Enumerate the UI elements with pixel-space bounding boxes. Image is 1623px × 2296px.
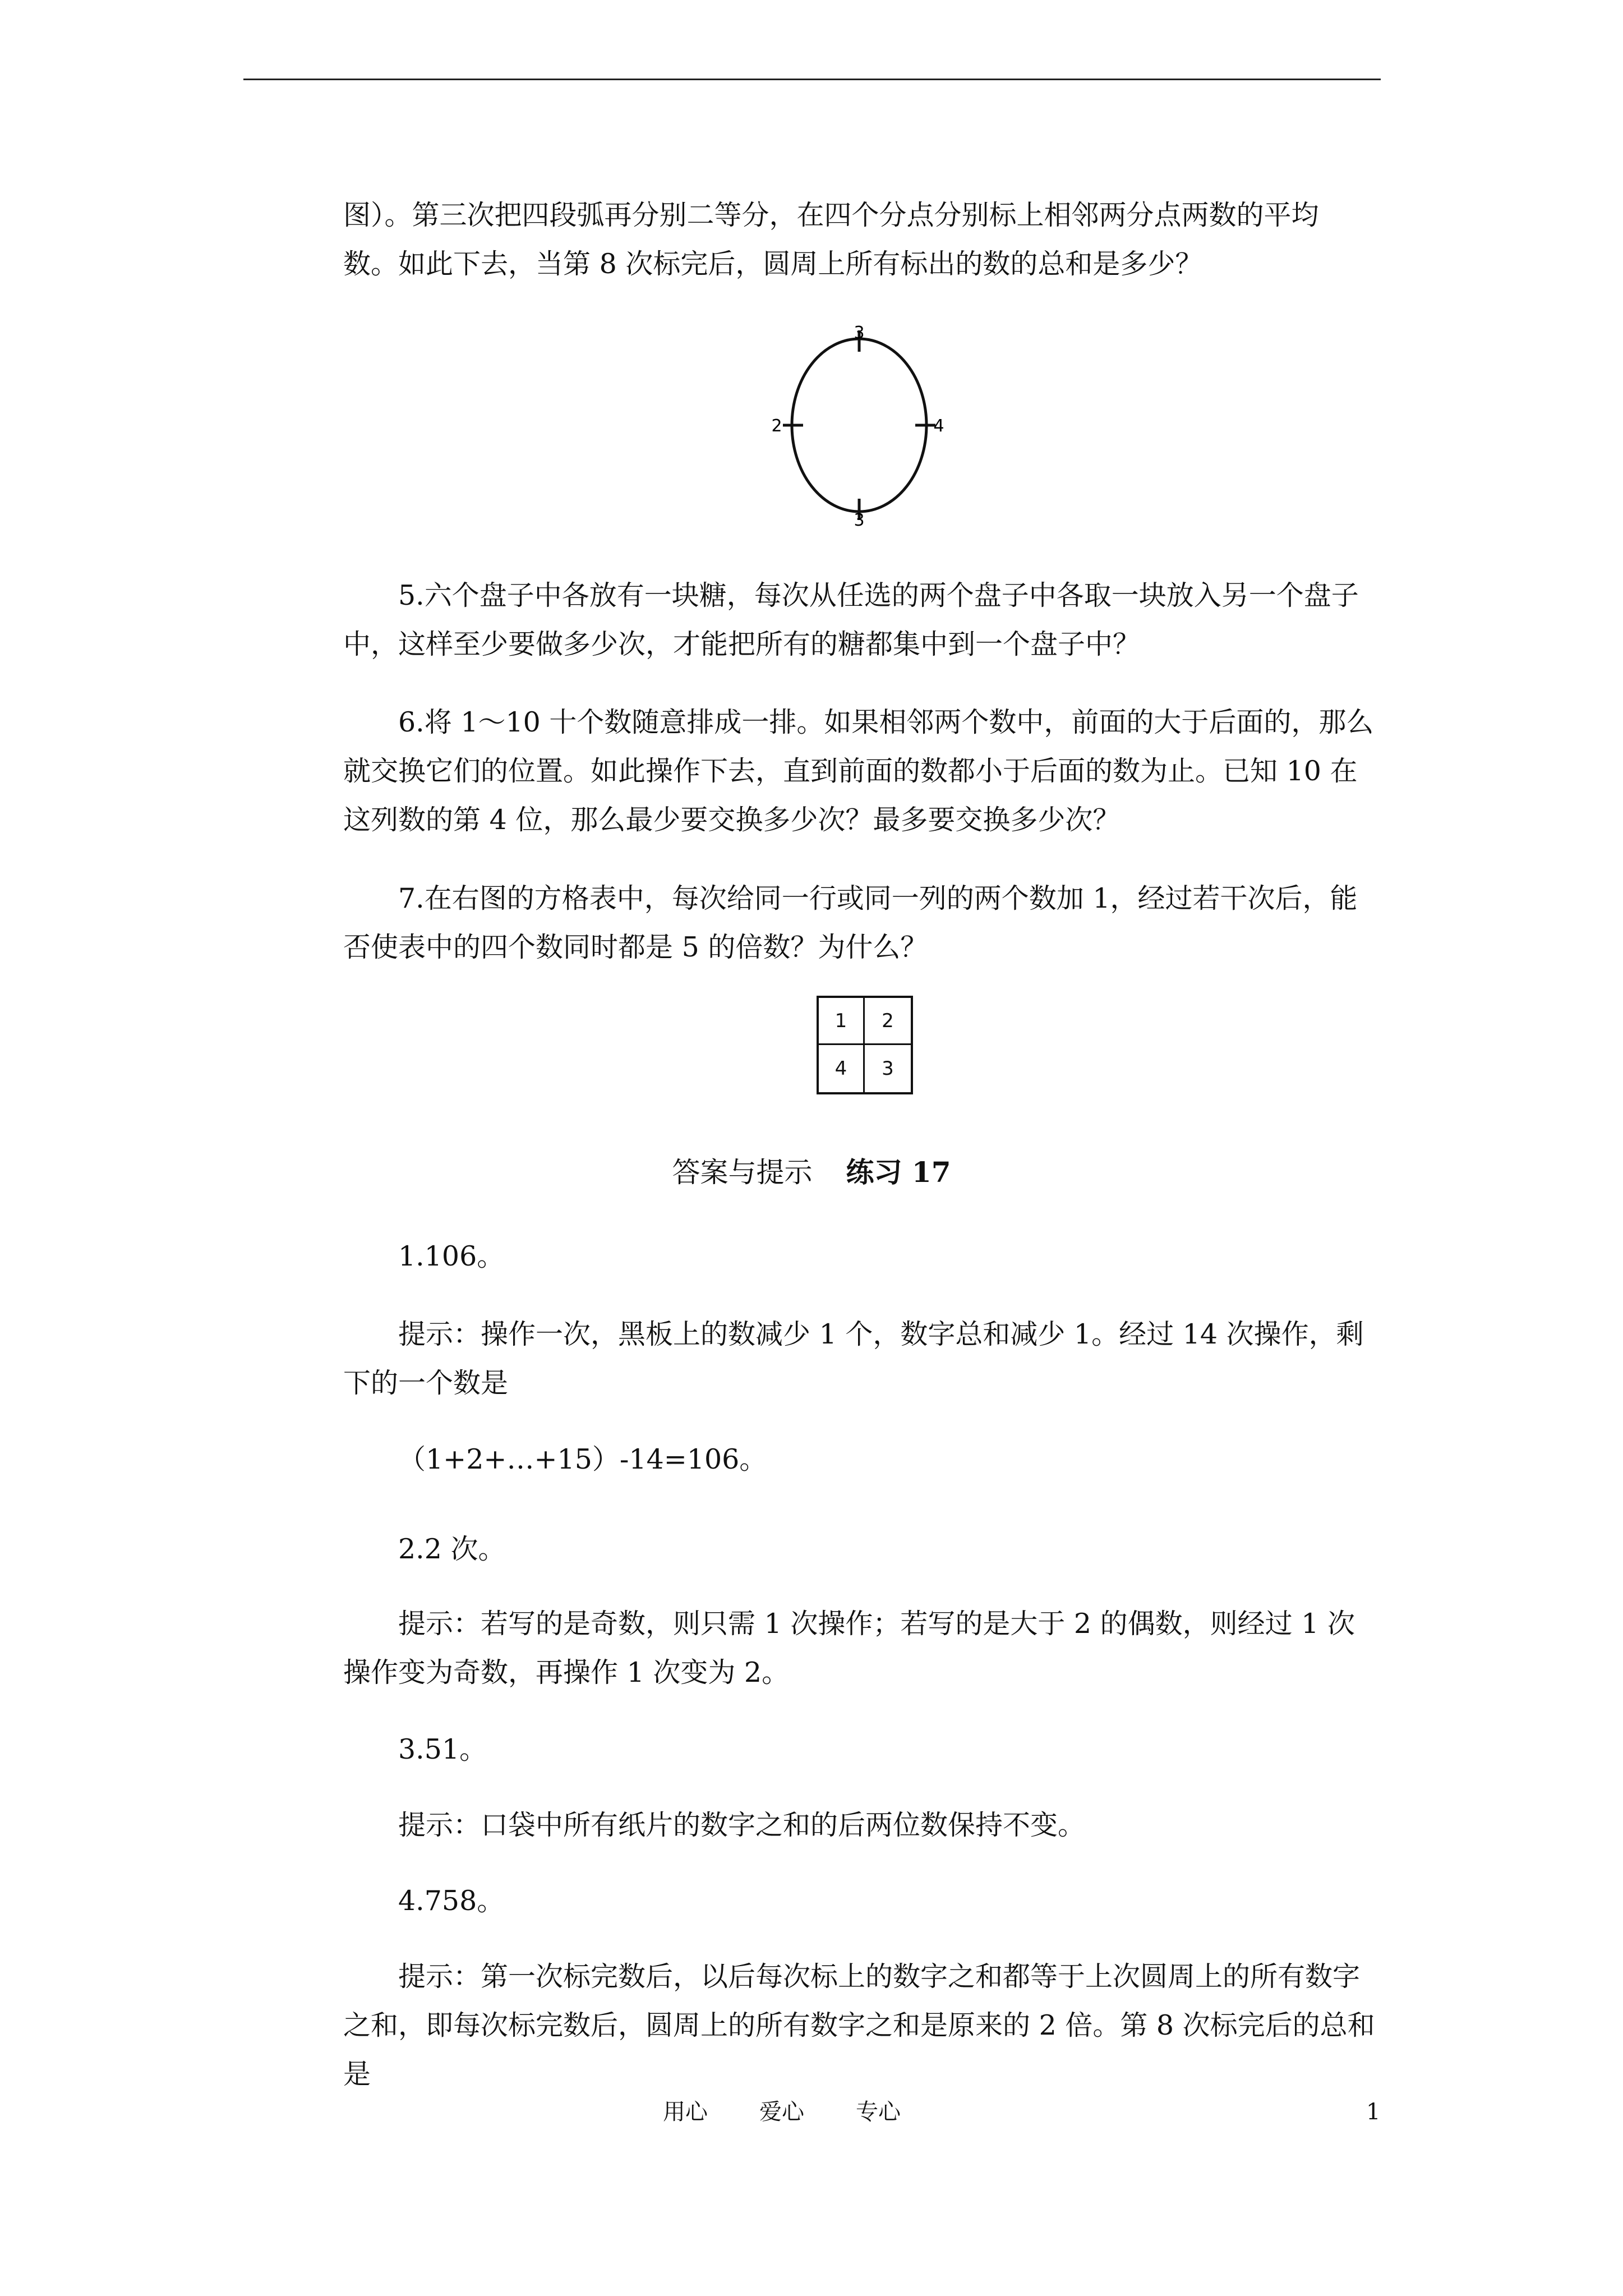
answer-1-formula: （1+2+…+15）-14=106。 [398, 1443, 767, 1475]
answers-heading-bold: 练习 17 [846, 1156, 951, 1189]
answers-heading-text: 答案与提示 [672, 1156, 813, 1189]
footer-item: 爱心 [759, 2099, 804, 2125]
label-top: 3 [854, 323, 865, 343]
answer-4-hint: 提示：第一次标完数后，以后每次标上的数字之和都等于上次圆周上的所有数字之和，即每次标完数后，圆周上的所有数字之和是原来的 2 倍。第 8 次标完后的总和是 [343, 1961, 1375, 2090]
page-number: 1 [1366, 2099, 1381, 2125]
grid-cell: 2 [865, 998, 911, 1045]
label-left: 2 [771, 416, 782, 436]
footer-item: 专心 [856, 2099, 901, 2125]
label-bottom: 3 [854, 510, 865, 530]
number-grid [817, 996, 913, 1094]
circle-shape [792, 339, 926, 512]
answers-heading [0, 1150, 1623, 1195]
grid-cell: 4 [819, 1045, 865, 1092]
problem-5: 5.六个盘子中各放有一块糖，每次从任选的两个盘子中各取一块放入另一个盘子中，这样至少要做多少次，才能把所有的糖都集中到一个盘子中？ [343, 579, 1359, 660]
grid-cell: 1 [819, 998, 865, 1045]
footer-item: 用心 [663, 2099, 708, 2125]
answer-1: 1.106。 [398, 1240, 505, 1272]
footer-motto [663, 2095, 952, 2129]
problem-6: 6.将 1～10 十个数随意排成一排。如果相邻两个数中，前面的大于后面的，那么就交换它们的位置。如此操作下去，直到前面的数都小于后面的数为止。已知 10 在这列数的第 4 位，那么最少要交换多少次？最多要交换多少次？ [343, 706, 1374, 836]
answer-3: 3.51。 [398, 1733, 487, 1765]
problem-4-line-2: 数。如此下去，当第 8 次标完后，圆周上所有标出的数的总和是多少？ [343, 248, 1203, 280]
header-rule [243, 79, 1381, 80]
answer-2-hint: 提示：若写的是奇数，则只需 1 次操作；若写的是大于 2 的偶数，则经过 1 次操作变为奇数，再操作 1 次变为 2。 [343, 1608, 1355, 1688]
grid-cell: 3 [882, 1057, 894, 1080]
answer-1-hint: 提示：操作一次，黑板上的数减少 1 个，数字总和减少 1。经过 14 次操作，剩下的一个数是 [343, 1318, 1364, 1399]
answer-3-hint: 提示：口袋中所有纸片的数字之和的后两位数保持不变。 [398, 1809, 1086, 1841]
label-right: 4 [933, 416, 944, 436]
answer-4: 4.758。 [398, 1885, 505, 1917]
circle-diagram [768, 323, 948, 530]
problem-4-line-1: 图）。第三次把四段弧再分别二等分，在四个分点分别标上相邻两分点两数的平均 [343, 199, 1319, 231]
answer-2: 2.2 次。 [398, 1533, 506, 1565]
problem-7: 7.在右图的方格表中，每次给同一行或同一列的两个数加 1，经过若干次后，能否使表中的四个数同时都是 5 的倍数？为什么？ [343, 882, 1358, 963]
